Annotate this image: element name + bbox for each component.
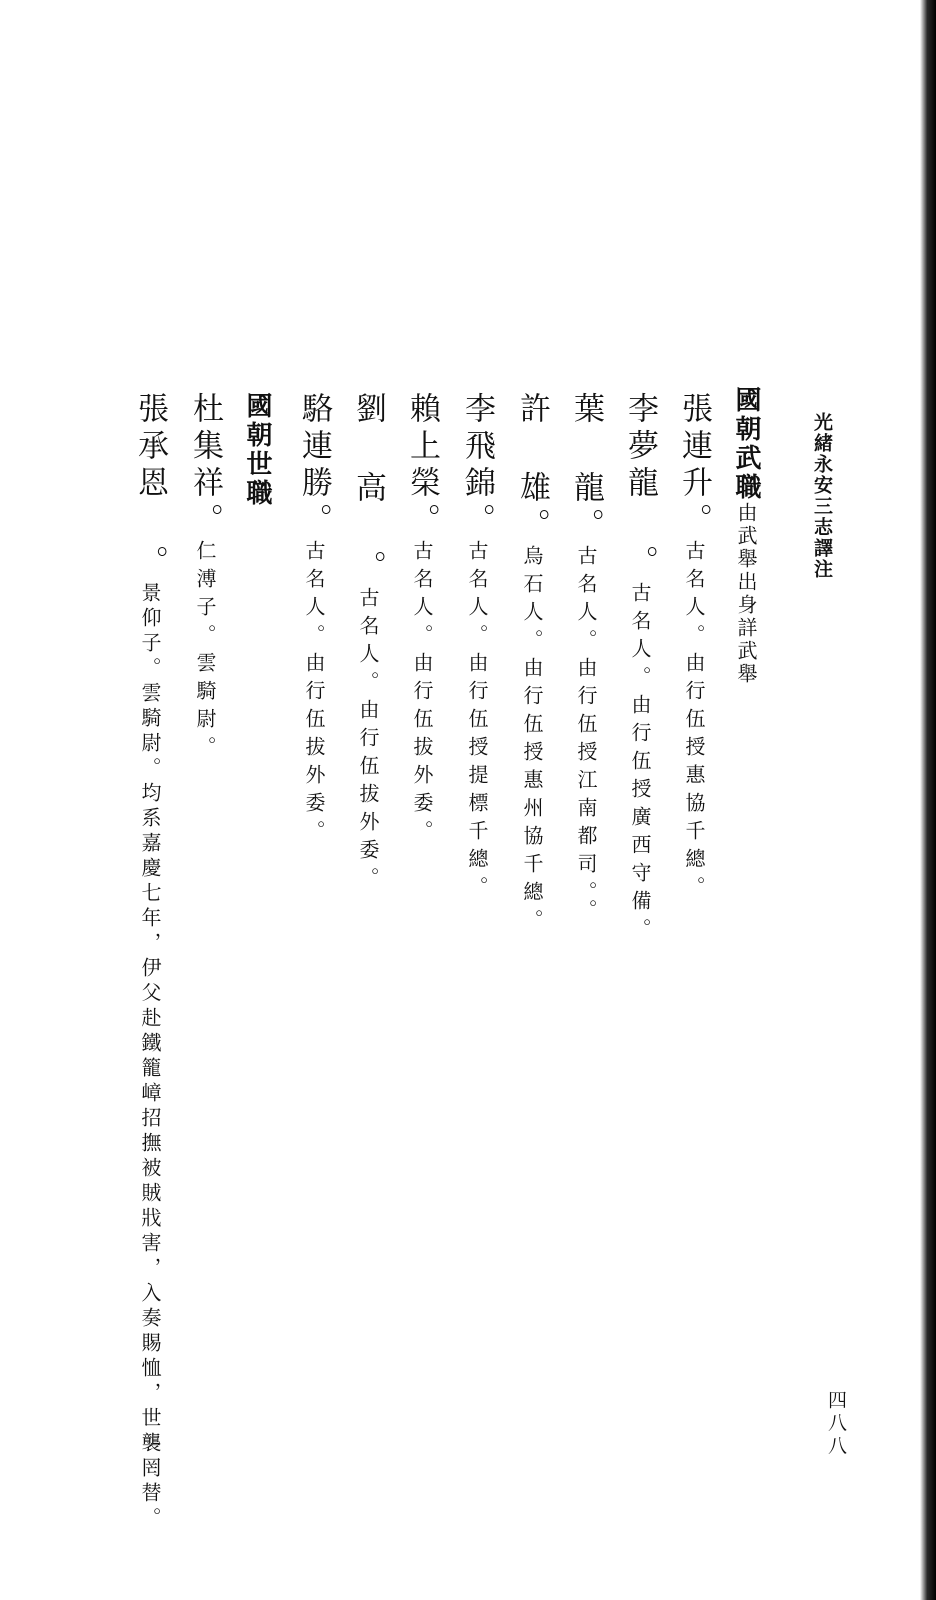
entry-name: 張連升。	[676, 392, 712, 540]
section-heading-wuju	[733, 386, 759, 686]
entry-description: 古名人。由行伍授惠協千總。	[682, 540, 706, 904]
running-header: 光緒永安三志譯注	[811, 412, 833, 580]
entry-name: 張承恩 。	[132, 392, 168, 582]
entry-li-menglong	[622, 392, 658, 946]
page-edge-shadow	[920, 0, 936, 1600]
entry-xu-xiong	[514, 392, 550, 937]
entry-name: 賴上榮。	[404, 392, 440, 540]
entry-lai-shangrong	[404, 392, 440, 848]
entry-name: 駱連勝。	[296, 392, 332, 540]
entry-description: 古名人。由行伍拔外委。	[356, 587, 380, 895]
entry-name: 李飛錦。	[459, 392, 495, 540]
entry-description: 景仰子。雲騎尉。均系嘉慶七年，伊父赴鐵籠嶂招撫被賊戕害，入奏賜恤，世襲罔替。	[138, 582, 162, 1532]
entry-description: 古名人。由行伍授江南都司。。	[574, 545, 598, 927]
entry-zhang-chengen	[132, 392, 168, 1532]
entry-li-feijin	[459, 392, 495, 904]
entry-du-jixiang	[187, 392, 223, 764]
section-heading-wuju-title: 國朝武職	[731, 386, 761, 502]
section-heading-shizhi: 國朝世職	[242, 392, 272, 508]
entry-luo-liansheng	[296, 392, 332, 848]
entry-description: 古名人。由行伍授廣西守備。	[628, 582, 652, 946]
entry-description: 古名人。由行伍拔外委。	[410, 540, 434, 848]
entry-name: 杜集祥。	[187, 392, 223, 540]
entry-description: 烏石人。由行伍授惠州協千總。	[520, 545, 544, 937]
entry-liu-gao	[350, 392, 386, 895]
section-heading-wuju-note: 由武舉出身詳武舉	[734, 502, 758, 686]
entry-name: 許 雄。	[514, 392, 550, 545]
entry-description: 仁溥子。雲騎尉。	[193, 540, 217, 764]
entry-description: 古名人。由行伍拔外委。	[302, 540, 326, 848]
entry-zhang-liansheng	[676, 392, 712, 904]
entry-name: 葉 龍。	[568, 392, 604, 545]
entry-name: 李夢龍 。	[622, 392, 658, 582]
entry-ye-long	[568, 392, 604, 927]
entry-description: 古名人。由行伍授提標千總。	[465, 540, 489, 904]
entry-name: 劉 高 。	[350, 392, 386, 587]
page-number: 四八八	[825, 1390, 847, 1459]
